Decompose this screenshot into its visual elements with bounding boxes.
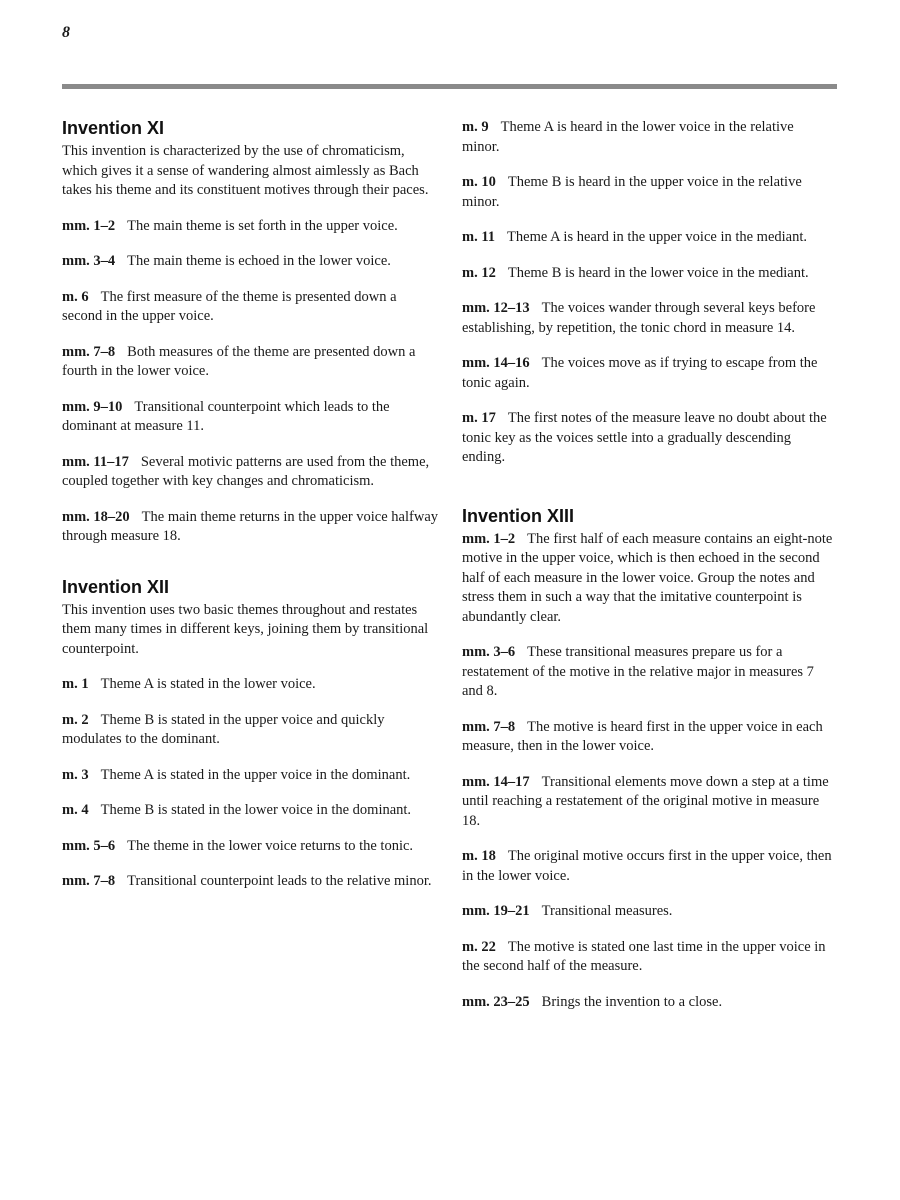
measure-description: The original motive occurs first in the upper voice, then in the lower voice. xyxy=(462,848,832,884)
entries-xiii xyxy=(462,530,834,1013)
measure-entry xyxy=(62,837,440,857)
measure-description: The voices wander through several keys before establishing, by repetition, the tonic chord in measure 14. xyxy=(462,300,816,336)
measure-description: Both measures of the theme are presented down a fourth in the lower voice. xyxy=(62,343,416,379)
measure-description: Transitional counterpoint leads to the relative minor. xyxy=(127,873,432,889)
measure-description: Theme A is heard in the upper voice in the mediant. xyxy=(507,229,808,245)
measure-entry xyxy=(462,264,834,284)
measure-entry xyxy=(62,343,440,382)
measure-description: Theme A is stated in the lower voice. xyxy=(100,676,316,692)
measure-description: The voices move as if trying to escape from the tonic again. xyxy=(462,355,818,391)
entries-xi-continued xyxy=(462,118,834,468)
measure-description: Transitional elements move down a step at a time until reaching a restatement of the original motive in measure 18. xyxy=(462,773,829,829)
measure-entry xyxy=(462,299,834,338)
measure-entry xyxy=(62,252,440,272)
measure-description: Theme B is stated in the upper voice and quickly modulates to the dominant. xyxy=(62,711,385,747)
measure-label: mm. 18–20 xyxy=(62,508,130,525)
measure-label: mm. 14–17 xyxy=(462,773,530,790)
measure-description: The main theme is set forth in the upper voice. xyxy=(127,217,398,234)
measure-description: The first measure of the theme is presented down a second in the upper voice. xyxy=(62,288,397,324)
measure-entry xyxy=(62,217,440,237)
measure-description: Several motivic patterns are used from the theme, coupled together with key changes and chromaticism. xyxy=(62,453,430,489)
measure-label: m. 4 xyxy=(62,802,89,818)
measure-label: mm. 7–8 xyxy=(62,873,116,889)
measure-description: The main theme returns in the upper voice halfway through measure 18. xyxy=(62,508,439,544)
section-title-xii: Invention XII xyxy=(62,576,170,597)
measure-entry xyxy=(62,508,440,547)
measure-description: Transitional counterpoint which leads to the dominant at measure 11. xyxy=(62,398,390,434)
measure-entry xyxy=(462,902,834,922)
measure-label: mm. 9–10 xyxy=(62,398,123,415)
measure-label: m. 11 xyxy=(462,229,496,245)
measure-label: m. 10 xyxy=(462,174,496,190)
measure-description: These transitional measures prepare us for a restatement of the motive in the relative major in measures 7 and 8. xyxy=(462,644,814,699)
measure-label: mm. 19–21 xyxy=(462,903,530,919)
measure-description: The first half of each measure contains an eight-note motive in the upper voice, which is then echoed in the second half of each measure in the lower voice. Group the notes and stress them in such a way that the imitative counterpoint is abundantly clear. xyxy=(462,530,833,625)
measure-label: mm. 7–8 xyxy=(462,718,516,735)
measure-entry xyxy=(462,409,834,468)
measure-label: mm. 5–6 xyxy=(62,837,116,854)
measure-description: Theme B is stated in the lower voice in the dominant. xyxy=(100,802,412,818)
measure-label: mm. 1–2 xyxy=(62,217,116,234)
measure-label: mm. 12–13 xyxy=(462,300,530,316)
measure-entry xyxy=(62,766,440,786)
left-column xyxy=(62,118,440,908)
measure-label: m. 17 xyxy=(462,410,496,426)
measure-label: m. 9 xyxy=(462,119,489,135)
measure-label: m. 3 xyxy=(62,766,89,783)
measure-entry xyxy=(62,288,440,327)
measure-label: m. 22 xyxy=(462,938,496,955)
measure-entry xyxy=(62,801,440,821)
page-number: 8 xyxy=(62,24,70,41)
entries-xi xyxy=(62,217,440,547)
measure-label: mm. 11–17 xyxy=(62,453,129,470)
measure-entry xyxy=(62,675,440,695)
measure-description: The motive is stated one last time in the upper voice in the second half of the measure. xyxy=(462,938,826,974)
measure-label: m. 12 xyxy=(462,264,496,281)
measure-label: m. 6 xyxy=(62,288,89,305)
measure-label: m. 2 xyxy=(62,711,89,728)
section-intro-xi: This invention is characterized by the use of chromaticism, which gives it a sense of wandering almost aimlessly as Bach takes his theme and its constituent motives through their paces. xyxy=(62,143,429,198)
measure-entry xyxy=(62,453,440,492)
measure-label: m. 1 xyxy=(62,676,89,692)
measure-entry xyxy=(462,354,834,393)
measure-description: Theme A is heard in the lower voice in the relative minor. xyxy=(462,119,794,155)
measure-entry xyxy=(462,118,834,157)
measure-description: Transitional measures. xyxy=(541,903,673,919)
section-title-xi: Invention XI xyxy=(62,118,165,138)
entries-xii xyxy=(62,675,440,892)
measure-description: Theme B is heard in the upper voice in the relative minor. xyxy=(462,174,802,210)
measure-entry xyxy=(462,228,834,248)
section-intro-xii: This invention uses two basic themes throughout and restates them many times in different keys, joining them by transitional counterpoint. xyxy=(62,601,429,657)
measure-label: mm. 7–8 xyxy=(62,343,116,360)
measure-label: mm. 14–16 xyxy=(462,355,530,371)
measure-description: The main theme is echoed in the lower voice. xyxy=(127,253,391,269)
measure-entry xyxy=(62,711,440,750)
measure-description: Brings the invention to a close. xyxy=(541,993,723,1010)
measure-description: The first notes of the measure leave no doubt about the tonic key as the voices settle into a gradually descending ending. xyxy=(462,410,827,465)
section-title-xiii: Invention XIII xyxy=(462,505,575,526)
measure-label: m. 18 xyxy=(462,848,496,864)
measure-entry xyxy=(462,718,834,757)
measure-label: mm. 3–6 xyxy=(462,644,516,660)
measure-entry xyxy=(462,173,834,212)
measure-entry xyxy=(62,398,440,437)
measure-description: The theme in the lower voice returns to the tonic. xyxy=(127,837,414,854)
measure-label: mm. 3–4 xyxy=(62,253,116,269)
measure-label: mm. 23–25 xyxy=(462,993,530,1010)
measure-entry xyxy=(462,847,834,886)
measure-entry xyxy=(62,872,440,892)
measure-description: The motive is heard first in the upper voice in each measure, then in the lower voice. xyxy=(462,718,823,754)
measure-entry xyxy=(462,938,834,977)
measure-entry xyxy=(462,643,834,702)
measure-entry xyxy=(462,993,834,1013)
measure-entry xyxy=(462,773,834,832)
measure-entry xyxy=(462,530,834,628)
measure-description: Theme A is stated in the upper voice in the dominant. xyxy=(100,766,411,783)
header-rule xyxy=(62,84,837,89)
measure-label: mm. 1–2 xyxy=(462,530,516,547)
measure-description: Theme B is heard in the lower voice in the mediant. xyxy=(507,264,809,281)
right-column xyxy=(462,118,834,1028)
